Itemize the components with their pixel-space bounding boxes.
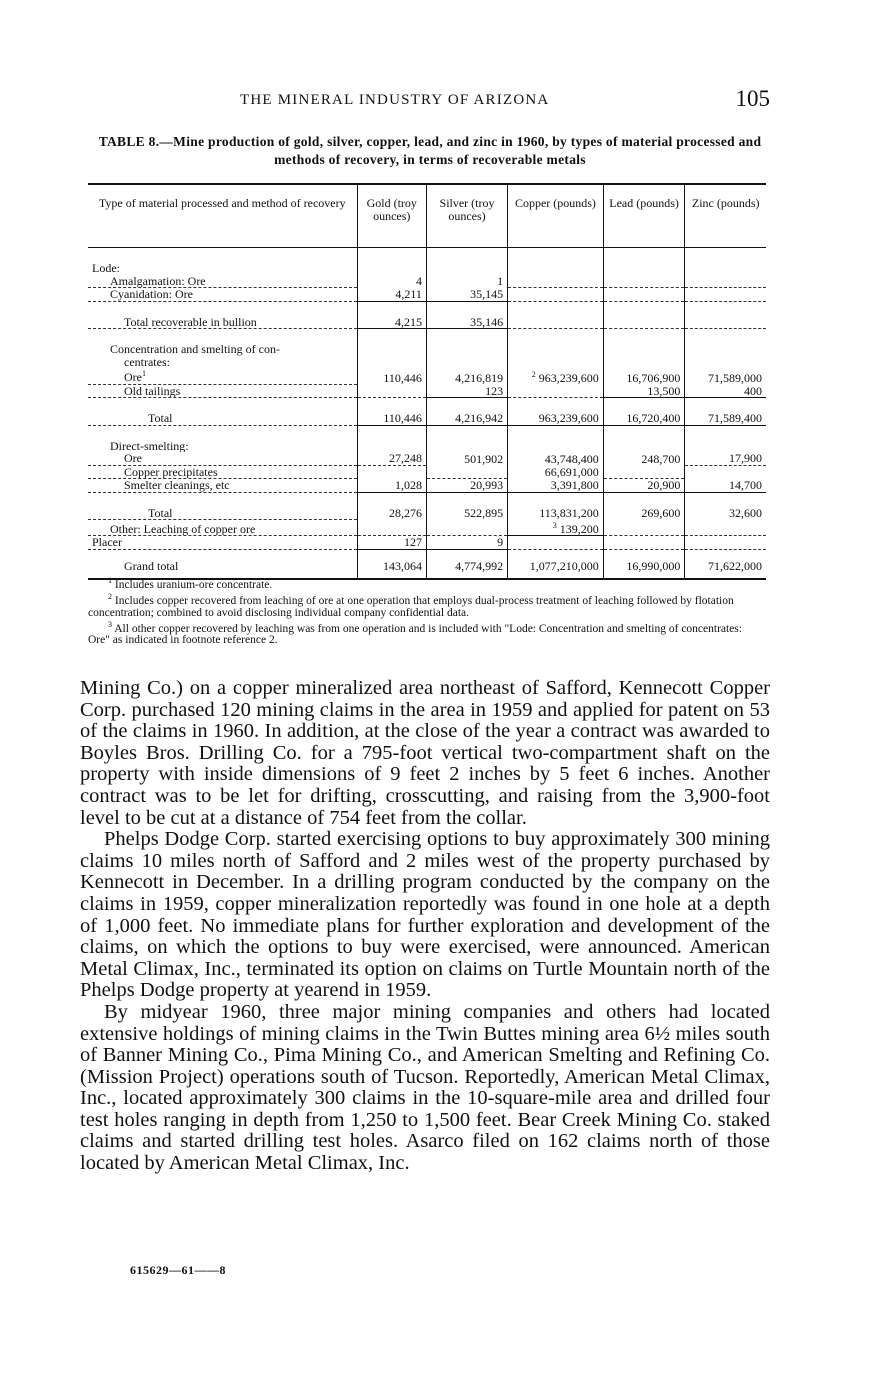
cell-silver: 35,146 [426,316,507,329]
row-label: Placer [88,536,357,550]
cell-lead: 20,900 [603,479,685,493]
cell-gold: 127 [357,536,426,550]
cell-zinc: 32,600 [685,507,766,520]
row-label-text: Ore [124,370,142,384]
table-row-conc-heading [88,343,766,356]
cell-silver: 4,216,942 [426,412,507,425]
table-row-amalgamation [88,275,766,288]
table-row-direct-heading [88,440,766,453]
cell-zinc: 71,622,000 [685,549,766,579]
footnote-mark: 1 [108,576,112,585]
cell-zinc: 17,900 [685,452,766,465]
cell-silver: 501,902 [426,452,507,465]
col-header-zinc: Zinc (pounds) [685,184,766,248]
cell-copper-value: 963,239,600 [538,370,599,385]
col-header-type: Type of material processed and method of recovery [88,184,357,248]
table-row [88,248,766,263]
row-label: Direct-smelting: [110,439,189,452]
cell-gold: 110,446 [357,412,426,425]
production-table [88,183,766,580]
body-paragraph: Phelps Dodge Corp. started exercising options to buy approximately 300 mining claims 10 miles north of Safford and 2 miles west of the property purchased by Kennecott in December. In a drilling program conducted by the company on the claims in 1959, copper mineralization reportedly was found in one hole at a depth of 1,000 feet. No immediate plans for further exploration and development of the claims, on which the options to buy were exercised, were announced. American Metal Climax, Inc., terminated its option on claims on Turtle Mountain north of the Phelps Dodge property at yearend in 1959. [80,828,770,1002]
cell-copper: 1,077,210,000 [508,549,604,579]
table-row [88,398,766,413]
footnote-mark: 2 [108,591,112,601]
row-label: Grand total [88,549,357,579]
cell-zinc: 71,589,000 [685,368,766,384]
cell-silver: 4,774,992 [426,549,507,579]
row-label: Cyanidation: Ore [88,288,357,302]
cell-lead: 248,700 [603,452,685,465]
table-row-lode [88,262,766,275]
row-label: Other: Leaching of copper ore [88,520,357,536]
cell-gold: 4,211 [357,288,426,302]
col-header-lead: Lead (pounds) [603,184,685,248]
footnote [88,575,766,591]
row-label: Total [88,412,357,425]
running-title: THE MINERAL INDUSTRY OF ARIZONA [240,92,550,108]
table-caption-text: —Mine production of gold, silver, copper, lead, and zinc in 1960, by types of material processed and methods of recovery, in terms of recoverable metals [159,134,762,167]
cell-lead: 16,720,400 [603,412,685,425]
table-caption [90,133,770,169]
row-label: Old tailings [88,384,357,398]
body-paragraph: By midyear 1960, three major mining companies and others had located extensive holdings of mining claims in the Twin Buttes mining area 6½ miles south of Banner Mining Co., Pima Mining Co., and American Smelting and Refining Co. (Mission Project) operations south of Tucson. Reportedly, American Metal Climax, Inc., located approximately 300 claims in the 10-square-mile area and drilled four test holes ranging in depth from 1,250 to 1,500 feet. Bear Creek Mining Co. staked claims and started drilling test holes. Asarco filed on 162 claims north of those located by American Metal Climax, Inc. [80,1000,770,1175]
table-row [88,329,766,344]
table-row [88,492,766,507]
cell-gold: 4,215 [357,316,426,329]
page-number: 105 [735,86,770,111]
running-head [90,88,770,114]
cell-zinc: 71,589,400 [685,412,766,425]
cell-zinc: 400 [685,384,766,398]
cell-copper [508,520,604,536]
table-row-cyanidation [88,288,766,302]
row-label: Smelter cleanings, etc [88,479,357,493]
cell-copper: 963,239,600 [508,412,604,425]
cell-copper: 113,831,200 [508,507,604,520]
cell-gold: 110,446 [357,368,426,384]
row-label: Total [88,507,357,520]
table-row-conc-ore [88,368,766,384]
printer-mark: 615629—61——8 [130,1263,226,1277]
cell-copper: 43,748,400 [508,452,604,465]
footnote-ref: 1 [142,369,146,378]
table-header-row [88,184,766,248]
cell-lead: 16,706,900 [603,368,685,384]
footnote-text: Includes copper recovered from leaching of ore at one operation that employs dual-process treatment of leaching followed by flotation concentration; combined to avoid disclosing individual company confidential data. [88,594,734,619]
cell-gold: 28,276 [357,507,426,520]
col-header-silver: Silver (troy ounces) [426,184,507,248]
row-label: Lode: [92,262,120,275]
col-header-copper: Copper (pounds) [508,184,604,248]
footnote-mark: 3 [108,619,112,629]
cell-copper: 3,391,800 [508,479,604,493]
cell-zinc: 14,700 [685,479,766,493]
footnote-ref: 2 [531,369,536,379]
cell-copper-value: 139,200 [559,521,599,536]
table-row-conc-heading-2 [88,356,766,369]
col-header-gold: Gold (troy ounces) [357,184,426,248]
cell-silver: 35,145 [426,288,507,302]
cell-silver: 9 [426,536,507,550]
cell-gold: 4 [357,275,426,288]
cell-lead: 16,990,000 [603,549,685,579]
table-row-ds-ore [88,452,766,465]
cell-silver: 20,993 [426,479,507,493]
footnote-text: Includes uranium-ore concentrate. [114,578,273,591]
cell-silver: 4,216,819 [426,368,507,384]
cell-lead: 269,600 [603,507,685,520]
row-label: Ore [88,452,357,465]
row-label: centrates: [124,355,170,368]
cell-gold: 143,064 [357,549,426,579]
table-row-placer [88,536,766,550]
cell-gold: 1,028 [357,479,426,493]
footnote-ref: 3 [552,520,557,530]
footnote [88,591,766,619]
cell-lead: 13,500 [603,384,685,398]
table-row-copper-precipitates [88,465,766,479]
footnotes [88,575,766,646]
footnote-text: All other copper recovered by leaching was from one operation and is included with "Lode: Concentration and smelting of concentrates: Ore" as indicated in footnote reference 2. [88,622,742,647]
row-label: Total recoverable in bullion [88,316,357,329]
row-label [88,368,357,384]
table-row-conc-total [88,412,766,425]
body-paragraph: Mining Co.) on a copper mineralized area northeast of Safford, Kennecott Copper Corp. purchased 120 mining claims in the area in 1959 and applied for patent on 53 of the claims in 1960. In addition, at the close of the year a contract was awarded to Boyles Bros. Drilling Co. for a 795-foot vertical two-compartment shaft on the property with inside dimensions of 9 feet 2 inches by 5 feet 6 inches. Another contract was to be let for drifting, crosscutting, and raising from the 3,900-foot level to be cut at a distance of 754 feet from the collar. [80,677,770,829]
cell-silver: 123 [426,384,507,398]
footnote [88,619,766,647]
table-row-bullion-total [88,316,766,329]
cell-silver: 1 [426,275,507,288]
table-row-old-tailings [88,384,766,398]
cell-copper: 66,691,000 [508,465,604,479]
row-label: Copper precipitates [88,465,357,479]
cell-gold: 27,248 [357,452,426,465]
table-row-ds-total [88,507,766,520]
body-text [80,678,770,1175]
table-row [88,301,766,316]
row-label: Amalgamation: Ore [88,275,357,288]
table-row [88,425,766,440]
table-caption-label: TABLE 8. [98,134,160,149]
table-row-other-leaching [88,520,766,536]
table-row-smelter-cleanings [88,479,766,493]
row-label: Concentration and smelting of con- [110,343,280,356]
cell-silver: 522,895 [426,507,507,520]
cell-copper [508,368,604,384]
